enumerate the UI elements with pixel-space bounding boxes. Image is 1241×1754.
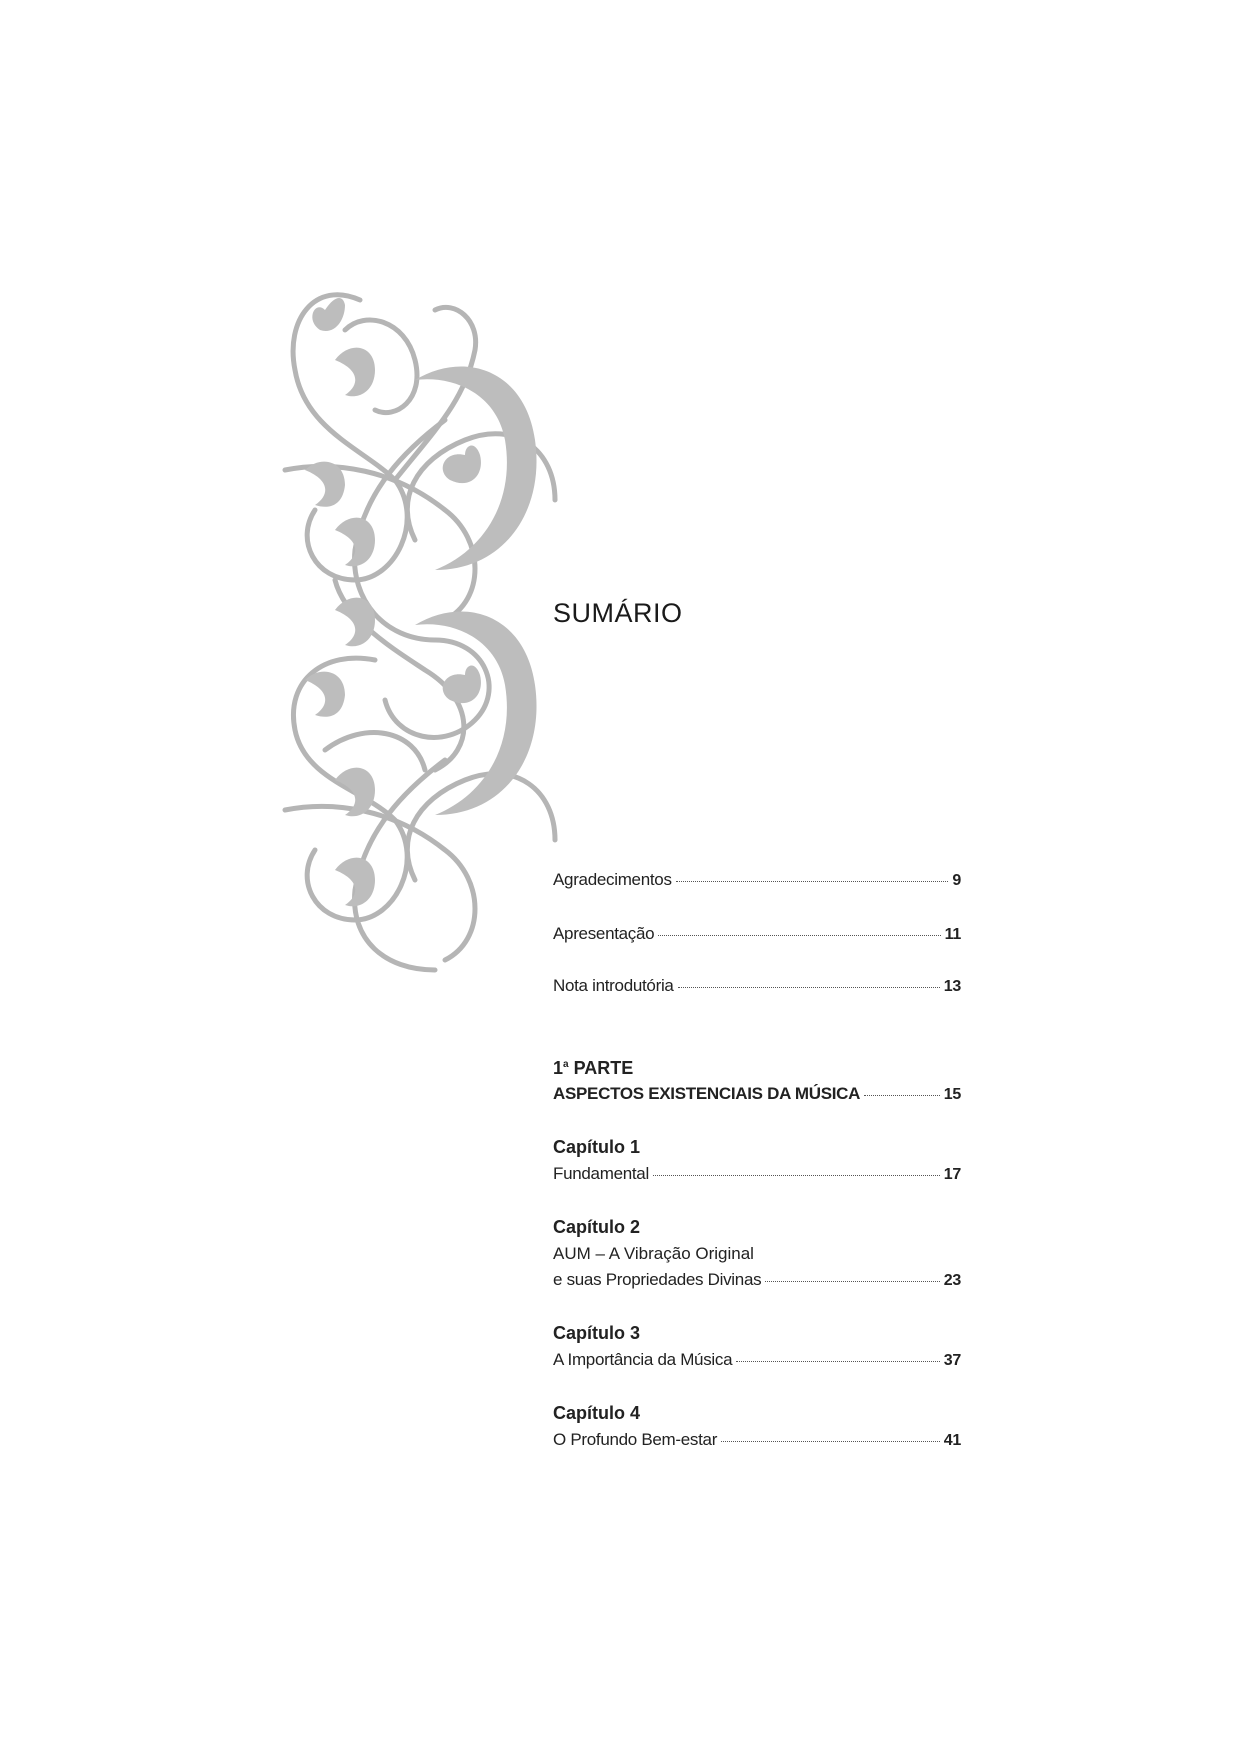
toc-entry-label: Nota introdutória — [553, 976, 674, 995]
dot-leader — [676, 881, 949, 882]
dot-leader — [721, 1441, 940, 1442]
toc-page-number: 37 — [943, 1352, 961, 1369]
toc-entry-label: ASPECTOS EXISTENCIAIS DA MÚSICA — [553, 1084, 861, 1103]
dot-leader — [736, 1361, 940, 1362]
dot-leader — [653, 1175, 940, 1176]
dot-leader — [765, 1281, 940, 1282]
toc-entry-cap3[interactable] — [553, 1350, 961, 1370]
toc-page-number: 13 — [943, 978, 961, 995]
toc-page-number: 17 — [943, 1166, 961, 1183]
toc-entry-cap2[interactable] — [553, 1270, 961, 1290]
toc-entry-label: Fundamental — [553, 1164, 649, 1183]
chapter-heading: Capítulo 3 — [553, 1323, 641, 1343]
chapter-subtitle: AUM – A Vibração Original — [553, 1244, 754, 1263]
dot-leader — [864, 1095, 940, 1096]
page-title: SUMÁRIO — [553, 598, 683, 628]
chapter-heading: Capítulo 4 — [553, 1403, 641, 1423]
toc-page-number: 15 — [943, 1086, 961, 1103]
toc-entry-apresentacao[interactable] — [553, 924, 961, 944]
part-number: 1 — [553, 1058, 564, 1078]
chapter-heading: Capítulo 1 — [553, 1137, 641, 1157]
part-label: PARTE — [573, 1058, 634, 1078]
toc-entry-label: Apresentação — [553, 924, 655, 943]
toc-page-number: 11 — [944, 926, 961, 943]
toc-page-number: 9 — [952, 872, 961, 889]
toc-entry-agradecimentos[interactable] — [553, 870, 961, 890]
dot-leader — [678, 987, 940, 988]
toc-entry-cap4[interactable] — [553, 1430, 961, 1450]
toc-page-number: 41 — [943, 1432, 961, 1449]
toc-entry-label: Agradecimentos — [553, 870, 672, 889]
toc-entry-nota[interactable] — [553, 976, 961, 996]
toc-entry-cap1[interactable] — [553, 1164, 961, 1184]
dot-leader — [658, 935, 940, 936]
toc-entry-label: A Importância da Música — [553, 1350, 733, 1369]
toc-entry-label: e suas Propriedades Divinas — [553, 1270, 762, 1289]
toc-entry-label: O Profundo Bem-estar — [553, 1430, 718, 1449]
part-heading — [553, 1058, 633, 1079]
part-ordinal: a — [563, 1059, 569, 1070]
toc-page-number: 23 — [943, 1272, 961, 1289]
decorative-ornament — [275, 280, 595, 980]
chapter-heading: Capítulo 2 — [553, 1217, 641, 1237]
toc-entry-parte[interactable] — [553, 1084, 961, 1104]
